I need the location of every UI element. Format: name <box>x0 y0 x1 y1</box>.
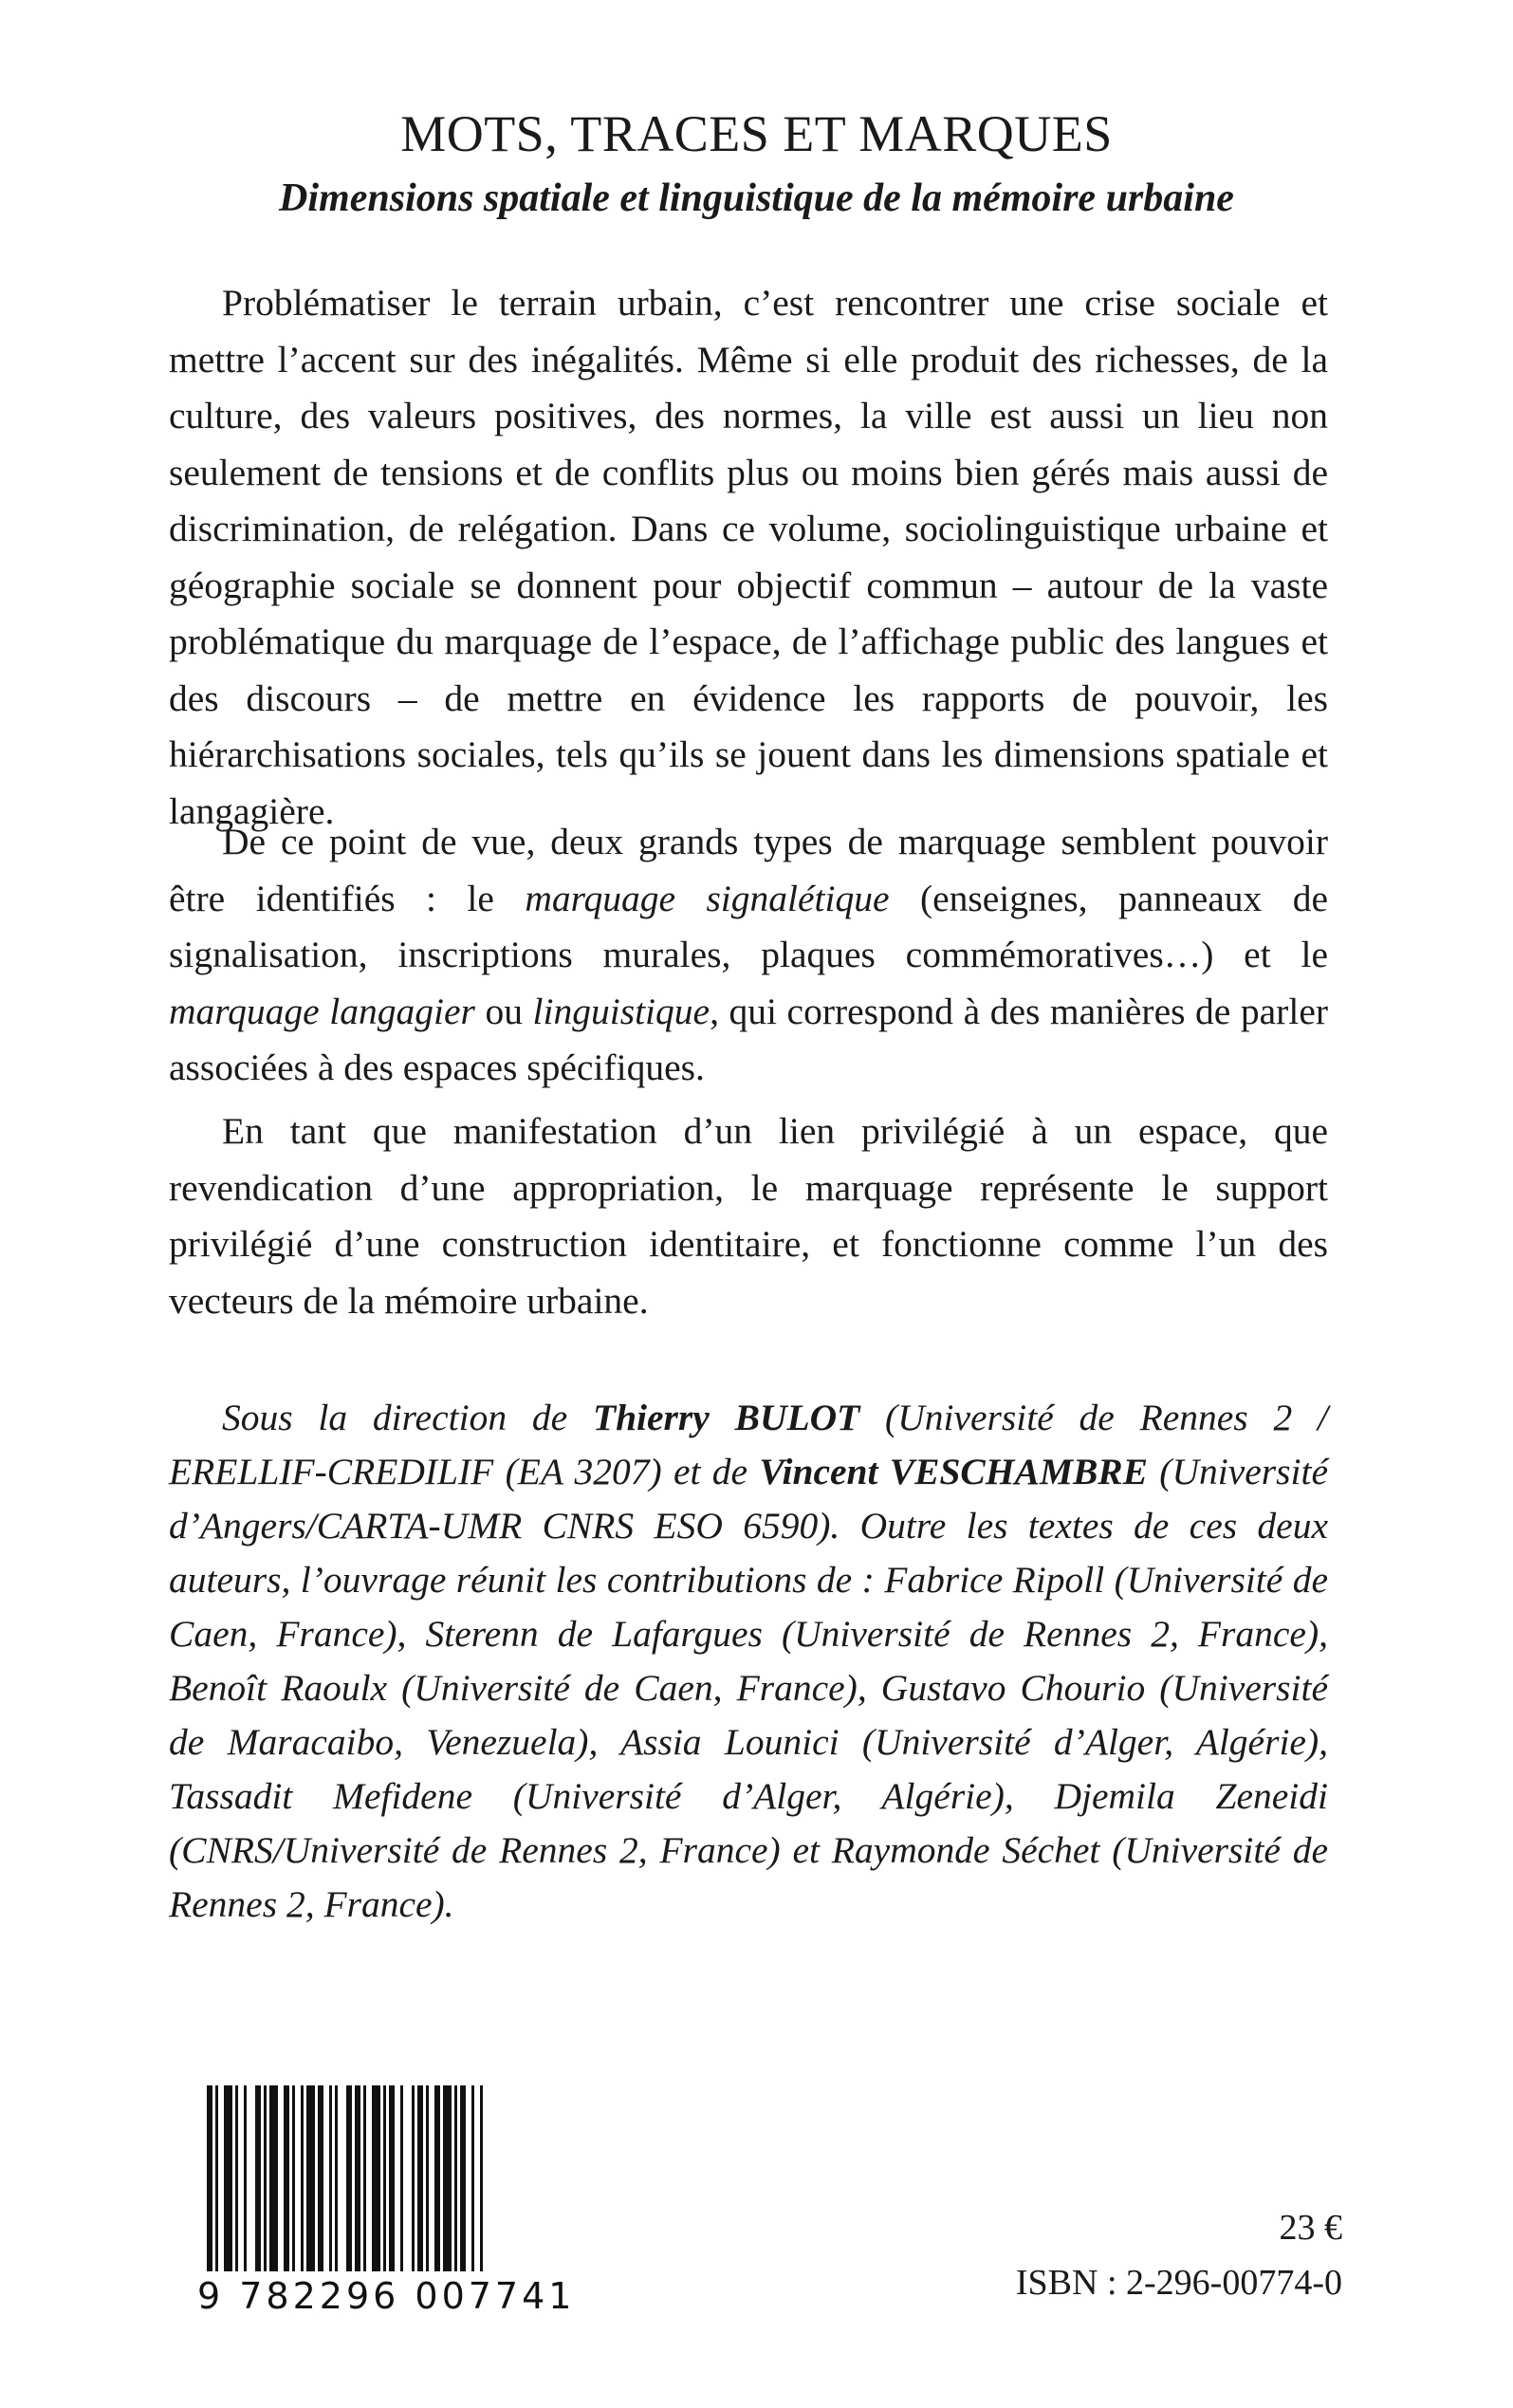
isbn-number: ISBN : 2-296-00774-0 <box>1015 2263 1342 2303</box>
barcode-bar <box>247 2085 255 2271</box>
credits-paragraph <box>169 1391 1328 1932</box>
barcode-bar <box>403 2085 412 2271</box>
barcode-bar <box>443 2085 452 2271</box>
credits-text: (Université de Rennes 2 / ERELLIF-CREDILIF (EA 3207) et de <box>169 1397 1328 1492</box>
book-title: MOTS, TRACES ET MARQUES <box>400 105 1113 162</box>
barcode-bar <box>372 2085 380 2271</box>
editor-name: Thierry BULOT <box>592 1397 860 1438</box>
isbn-barcode <box>197 2085 576 2323</box>
credits-text: (Université d’Angers/CARTA-UMR CNRS ESO 6590). Outre les textes de ces deux auteurs, l’ouvrage réunit les contributions de : Fabrice Ripoll (Université de Caen, France), Sterenn de Lafargues (Université de Rennes 2, France), Benoît Raoulx (Université de Caen, France), Gustavo Chourio (Université de Maracaibo, Venezuela), Assia Lounici (Université d’Alger, Algérie), Tassadit Mefidene (Université d’Alger, Algérie), Djemila Zeneidi (CNRS/Université de Rennes 2, France) et Raymonde Séchet (Université de Rennes 2, France). <box>169 1451 1328 1925</box>
book-subtitle: Dimensions spatiale et linguistique de la mémoire urbaine <box>279 176 1234 220</box>
paragraph-text: , qui correspond à des manières de parler associées à des espaces spécifiques. <box>169 990 1328 1088</box>
paragraph-text: ou <box>474 990 533 1032</box>
term-linguistique: linguistique <box>532 990 710 1032</box>
paragraph-text: De ce point de vue, deux grands types de marquage semblent pouvoir être identifiés : le <box>169 821 1328 919</box>
paragraph-text: (enseignes, panneaux de signalisation, inscriptions murales, plaques commémoratives…) et le <box>169 877 1328 975</box>
credits-text: Sous la direction de <box>222 1397 593 1438</box>
barcode-digits: 9 782296 007741 <box>197 2275 576 2317</box>
summary-paragraph-3: En tant que manifestation d’un lien privilégié à un espace, que revendication d’une appropriation, le marquage représente le support privilégié d’une construction identitaire, et fonctionne comme l’un des vecteurs de la mémoire urbaine. <box>169 1110 1328 1322</box>
summary-paragraph-1: Problématiser le terrain urbain, c’est rencontrer une crise sociale et mettre l’accent sur des inégalités. Même si elle produit des richesses, de la culture, des valeurs positives, des normes, la ville est aussi un lieu non seulement de tensions et de conflits plus ou moins bien gérés mais aussi de discrimination, de relégation. Dans ce volume, sociolinguistique urbaine et géographie sociale se donnent pour objectif commun – autour de la vaste problématique du marquage de l’espace, de l’affichage public des langues et des discours – de mettre en évidence les rapports de pouvoir, les hiérarchisations sociales, tels qu’ils se jouent dans les dimensions spatiale et langagière. <box>169 282 1328 832</box>
barcode-bar <box>269 2085 278 2271</box>
summary-paragraph-2 <box>169 814 1328 1097</box>
editor-name: Vincent VESCHAMBRE <box>759 1451 1148 1492</box>
price: 23 € <box>1279 2208 1342 2248</box>
barcode-bars <box>207 2085 546 2271</box>
barcode-bar <box>306 2085 315 2271</box>
barcode-bar <box>483 2085 491 2271</box>
barcode-bar <box>224 2085 232 2271</box>
term-marquage-signaletique: marquage signalétique <box>525 877 890 919</box>
term-marquage-langagier: marquage langagier <box>169 990 475 1032</box>
barcode-bar <box>338 2085 346 2271</box>
